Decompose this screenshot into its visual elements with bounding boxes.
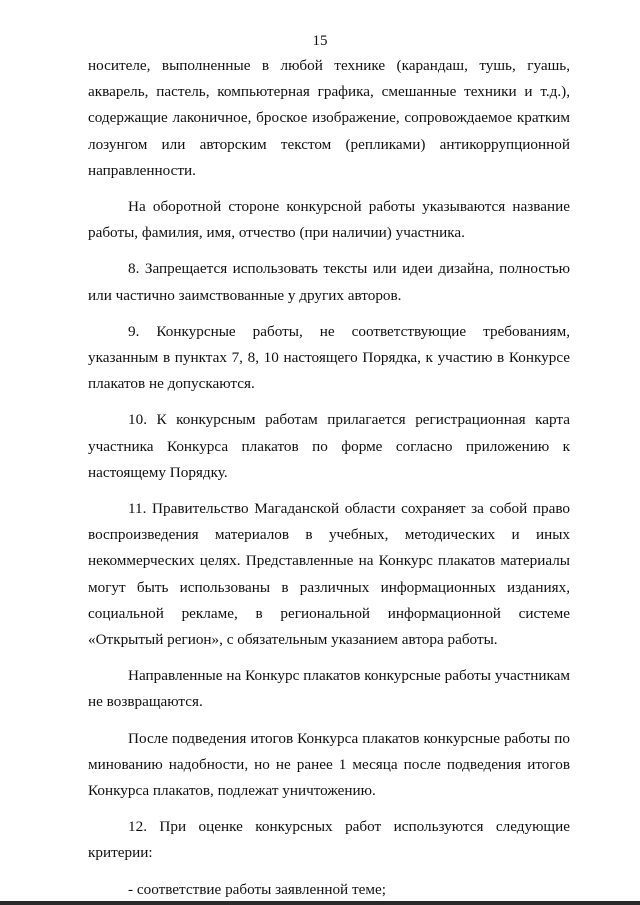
- page-bottom-edge: [0, 901, 640, 905]
- paragraph-item-10: 10. К конкурсным работам прилагается регистрационная карта участника Конкурса плакатов по форме согласно приложению к настоящему Порядку.: [88, 411, 570, 481]
- paragraph-item-8: 8. Запрещается использовать тексты или идеи дизайна, полностью или частично заимствованные у других авторов.: [88, 260, 570, 304]
- page-number: 15: [312, 33, 328, 49]
- paragraph-destruction: После подведения итогов Конкурса плакатов конкурсные работы по минованию надобности, но не ранее 1 месяца после подведения итогов Конкурса плакатов, подлежат уничтожению.: [88, 729, 570, 800]
- paragraph-reverse-side: На оборотной стороне конкурсной работы указываются название работы, фамилия, имя, отчество (при наличии) участника.: [88, 198, 570, 242]
- paragraph-continuation: носителе, выполненные в любой технике (карандаш, тушь, гуашь, акварель, пастель, компьютерная графика, смешанные техники и т.д.), содержащие лаконичное, броское изображение, сопровождаемое кратким лозунгом или авторским текстом (репликами) антикоррупционной направленности.: [88, 57, 570, 179]
- paragraph-item-11: 11. Правительство Магаданской области сохраняет за собой право воспроизведения материалов в учебных, методических и иных некоммерческих целях. Представленные на Конкурс плакатов материалы могут быть использованы в различных информационных изданиях, социальной рекламе, в региональной информационной системе «Открытый регион», с обязательным указанием автора работы.: [88, 500, 570, 649]
- paragraph-item-12: 12. При оценке конкурсных работ используются следующие критерии:: [88, 818, 570, 862]
- paragraph-not-returned: Направленные на Конкурс плакатов конкурсные работы участникам не возвращаются.: [88, 667, 570, 711]
- criteria-list-item: - соответствие работы заявленной теме;: [128, 880, 386, 898]
- document-body: [88, 53, 570, 903]
- paragraph-item-9: 9. Конкурсные работы, не соответствующие требованиям, указанным в пунктах 7, 8, 10 настоящего Порядка, к участию в Конкурсе плакатов не допускаются.: [88, 322, 570, 393]
